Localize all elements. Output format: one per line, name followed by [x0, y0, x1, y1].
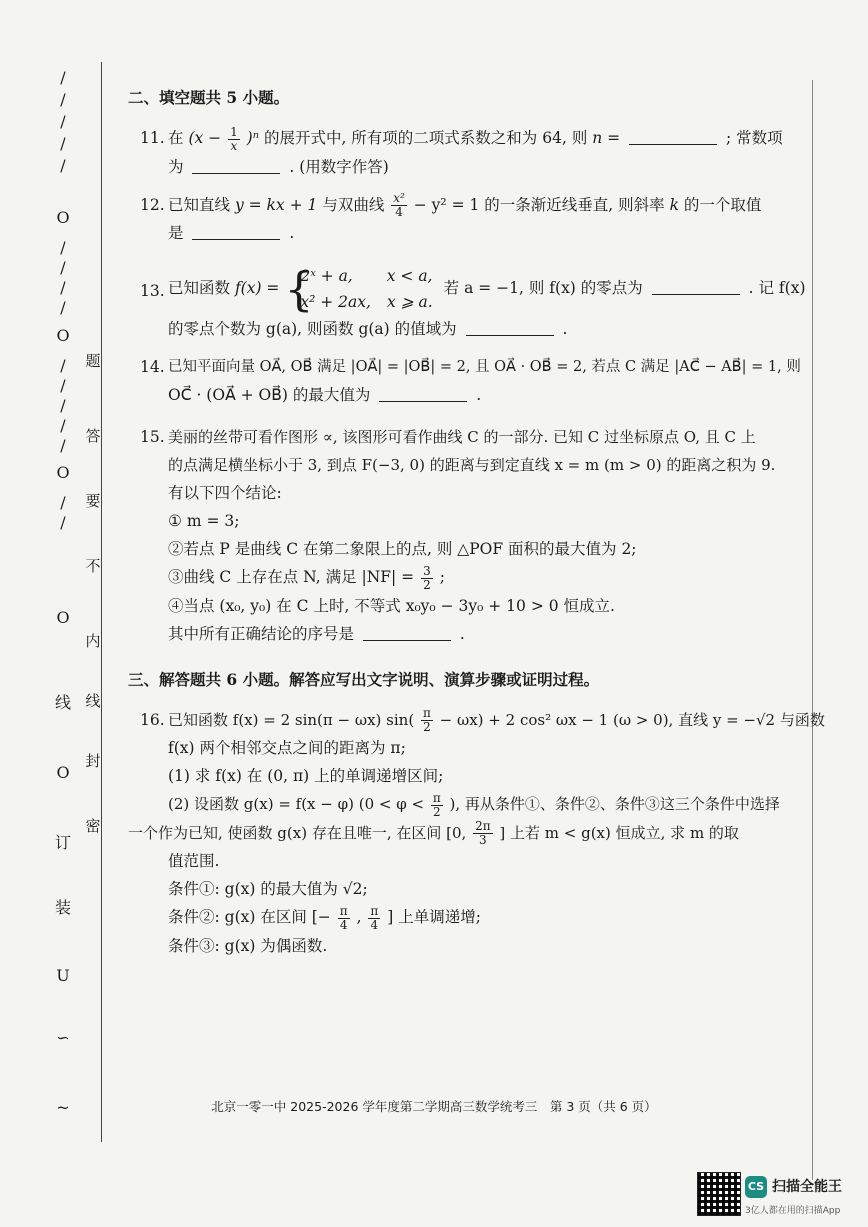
text: OC⃗ · (OA⃗ + OB⃗) 的最大值为	[168, 386, 371, 404]
question-line: (1) 求 f(x) 在 (0, π) 上的单调递增区间;	[168, 767, 444, 785]
seal-mark: /	[60, 356, 66, 375]
question-line	[168, 381, 798, 409]
camscanner-name: 扫描全能王	[772, 1179, 842, 1195]
denominator: 2	[423, 577, 431, 592]
fraction	[473, 820, 493, 847]
page-edge-line	[812, 80, 813, 1180]
text: 的展开式中, 所有项的二项式系数之和为 64, 则	[263, 129, 593, 147]
denominator: 2	[423, 720, 431, 734]
text: ] 上单调递增;	[387, 908, 481, 926]
text: − y² = 1 的一条渐近线垂直, 则斜率	[413, 195, 670, 214]
text: 为	[168, 157, 184, 176]
seal-mark: /	[60, 416, 66, 435]
question-13	[128, 262, 806, 343]
condition-3: 条件③: g(x) 为偶函数.	[168, 936, 328, 955]
seal-mark: /	[60, 513, 66, 532]
exam-content	[128, 84, 825, 970]
question-16	[128, 706, 825, 960]
seal-mark: 线	[54, 693, 71, 712]
fraction	[431, 792, 443, 819]
seal-word: 题	[85, 352, 101, 370]
question-14	[128, 353, 801, 409]
brace-icon: {	[284, 262, 314, 316]
question-line	[168, 153, 798, 181]
seal-mark: ~	[56, 1098, 70, 1117]
fraction	[421, 707, 433, 734]
text: 在	[168, 129, 184, 147]
text: 条件②: g(x) 在区间 [−	[168, 908, 331, 926]
question-line: 有以下四个结论:	[168, 484, 282, 502]
seal-word: 答	[85, 427, 101, 445]
text: 与双曲线	[322, 195, 390, 214]
denominator: 4	[339, 917, 348, 932]
answer-blank[interactable]	[192, 221, 280, 240]
seal-mark: /	[60, 90, 66, 109]
seal-word: 封	[85, 752, 101, 770]
text: ] 上若 m < g(x) 恒成立, 求 m 的取	[499, 823, 739, 842]
text: =	[607, 129, 626, 147]
fraction	[228, 126, 240, 153]
question-line	[168, 706, 825, 735]
text: ; 常数项	[726, 129, 783, 147]
question-line: f(x) 两个相邻交点之间的距离为 π;	[168, 739, 406, 757]
question-number: 14.	[140, 358, 165, 376]
text: 一个作为已知, 使函数 g(x) 存在且唯一, 在区间 [0,	[128, 823, 472, 842]
question-line	[168, 191, 798, 220]
conclusion-4: ④当点 (x₀, y₀) 在 C 上时, 不等式 x₀y₀ − 3y₀ + 10 > 0 恒成立.	[168, 596, 615, 615]
seal-mark: /	[60, 396, 66, 415]
condition-1: 条件①: g(x) 的最大值为 √2;	[168, 880, 368, 898]
seal-mark: /	[60, 112, 66, 131]
question-11	[128, 124, 798, 181]
seal-mark: O	[56, 463, 70, 482]
numerator: π	[339, 903, 348, 918]
seal-mark: /	[60, 134, 66, 153]
answer-blank[interactable]	[652, 276, 740, 295]
answer-blank[interactable]	[363, 622, 451, 641]
answer-blank[interactable]	[379, 383, 467, 402]
seal-word: 线	[85, 692, 101, 710]
question-line	[168, 262, 806, 316]
seal-word: 要	[85, 492, 101, 510]
question-line	[168, 790, 798, 819]
text: .	[289, 224, 295, 242]
denominator: x	[230, 138, 238, 153]
text: 其中所有正确结论的序号是	[168, 624, 355, 643]
seal-mark: O	[56, 326, 70, 345]
seal-word: 内	[85, 632, 101, 650]
seal-mark: /	[60, 258, 66, 277]
math: k	[669, 195, 679, 214]
fraction	[368, 905, 380, 932]
text: 已知函数 f(x) = 2 sin(π − ωx) sin(	[168, 710, 415, 729]
denominator: 3	[479, 833, 487, 847]
fraction	[338, 905, 350, 932]
math: f(x) =	[234, 279, 285, 297]
qr-code-icon	[697, 1172, 741, 1216]
question-line	[168, 315, 798, 343]
question-number: 13.	[140, 282, 165, 300]
text: ;	[439, 568, 445, 586]
numerator: 2π	[475, 819, 491, 833]
camscanner-tagline: 3亿人都在用的扫描App	[745, 1206, 841, 1216]
section-fill-in-title: 二、填空题共 5 小题。	[128, 88, 290, 107]
numerator: 3	[423, 563, 431, 578]
fraction	[391, 192, 407, 219]
text: .	[562, 320, 568, 338]
math: x < a,	[386, 267, 433, 285]
seal-mark: /	[60, 238, 66, 257]
seal-word: 不	[85, 557, 101, 575]
case-row	[300, 263, 432, 289]
question-line	[128, 819, 798, 848]
question-line	[168, 620, 798, 648]
numerator: x²	[393, 191, 405, 205]
text: . (用数字作答)	[289, 157, 389, 176]
math: )ⁿ	[246, 129, 260, 147]
question-line: 值范围.	[168, 852, 220, 870]
answer-blank[interactable]	[629, 126, 717, 145]
camscanner-logo: CS	[745, 1176, 767, 1198]
text: 已知直线	[168, 195, 235, 214]
section-solve-title: 三、解答题共 6 小题。解答应写出文字说明、演算步骤或证明过程。	[128, 669, 600, 689]
page-footer: 北京一零一中 2025-2026 学年度第二学期高三数学统考三 第 3 页（共 6 页）	[211, 1099, 657, 1114]
seal-word: 密	[85, 817, 101, 835]
text: .	[476, 386, 482, 404]
math: y = kx + 1	[234, 195, 318, 214]
answer-blank[interactable]	[192, 155, 280, 174]
text: − ωx) + 2 cos² ωx − 1 (ω > 0), 直线 y = −√2 与函数	[439, 710, 825, 729]
conclusion-3	[168, 563, 798, 592]
text: 已知函数	[168, 279, 235, 297]
seal-mark: /	[60, 278, 66, 297]
math: (x −	[188, 129, 222, 147]
question-line: 已知平面向量 OA⃗, OB⃗ 满足 |OA⃗| = |OB⃗| = 2, 且 OA⃗ · OB⃗ = 2, 若点 C 满足 |AC⃗ − AB⃗| = 1, 则	[168, 359, 801, 375]
fraction	[421, 565, 433, 592]
numerator: π	[432, 790, 441, 805]
seal-mark: /	[60, 156, 66, 175]
text: 的零点个数为 g(a), 则函数 g(a) 的值域为	[168, 320, 457, 338]
text: 的一个取值	[683, 195, 762, 214]
math: 2ˣ + a,	[300, 267, 353, 285]
text: (2) 设函数 g(x) = f(x − φ) (0 < φ <	[168, 795, 429, 813]
conclusion-2: ②若点 P 是曲线 C 在第二象限上的点, 则 △POF 面积的最大值为 2;	[168, 540, 637, 558]
seal-mark: O	[56, 763, 70, 782]
math: x ⩾ a.	[386, 293, 433, 311]
question-line: 美丽的丝带可看作图形 ∝, 该图形可看作曲线 C 的一部分. 已知 C 过坐标原点 O, 且 C 上	[168, 428, 756, 446]
math: x² + 2ax,	[300, 293, 371, 311]
case-row	[300, 289, 432, 315]
seal-mark: /	[60, 436, 66, 455]
text: ③曲线 C 上存在点 N, 满足 |NF| =	[168, 568, 420, 586]
denominator: 4	[370, 917, 379, 932]
question-number: 16.	[140, 710, 165, 729]
seal-mark: /	[60, 68, 66, 87]
seal-mark: /	[60, 493, 66, 512]
numerator: 1	[230, 124, 238, 139]
math: n	[592, 129, 603, 147]
question-line: 的点满足横坐标小于 3, 到点 F(−3, 0) 的距离与到定直线 x = m (m > 0) 的距离之积为 9.	[168, 456, 776, 474]
question-15	[128, 423, 798, 648]
seal-mark: O	[56, 208, 70, 227]
seal-mark: ∽	[56, 1028, 70, 1047]
seal-mark: 订	[54, 833, 71, 852]
seal-mark: /	[60, 298, 66, 317]
text: .	[459, 624, 465, 643]
numerator: π	[422, 706, 431, 720]
denominator: 2	[432, 804, 441, 819]
binding-line	[101, 62, 102, 1142]
seal-mark: 装	[54, 898, 71, 917]
text: 若 a = −1, 则 f(x) 的零点为	[443, 279, 643, 297]
seal-mark: O	[56, 608, 70, 627]
text: ,	[356, 908, 367, 926]
text: 是	[168, 224, 184, 242]
conclusion-1: ① m = 3;	[168, 512, 240, 530]
question-12	[128, 191, 798, 248]
condition-2	[168, 903, 798, 932]
answer-blank[interactable]	[466, 317, 554, 336]
question-line	[168, 219, 798, 247]
question-number: 12.	[140, 195, 165, 214]
question-number: 15.	[140, 428, 165, 446]
piecewise-function	[284, 263, 432, 315]
seal-mark: /	[60, 376, 66, 395]
question-number: 11.	[140, 129, 165, 147]
text: ), 再从条件①、条件②、条件③这三个条件中选择	[449, 795, 780, 813]
denominator: 4	[395, 205, 403, 219]
text: . 记 f(x)	[748, 279, 806, 297]
question-line	[168, 124, 798, 153]
seal-mark: U	[56, 966, 70, 985]
numerator: π	[370, 903, 379, 918]
